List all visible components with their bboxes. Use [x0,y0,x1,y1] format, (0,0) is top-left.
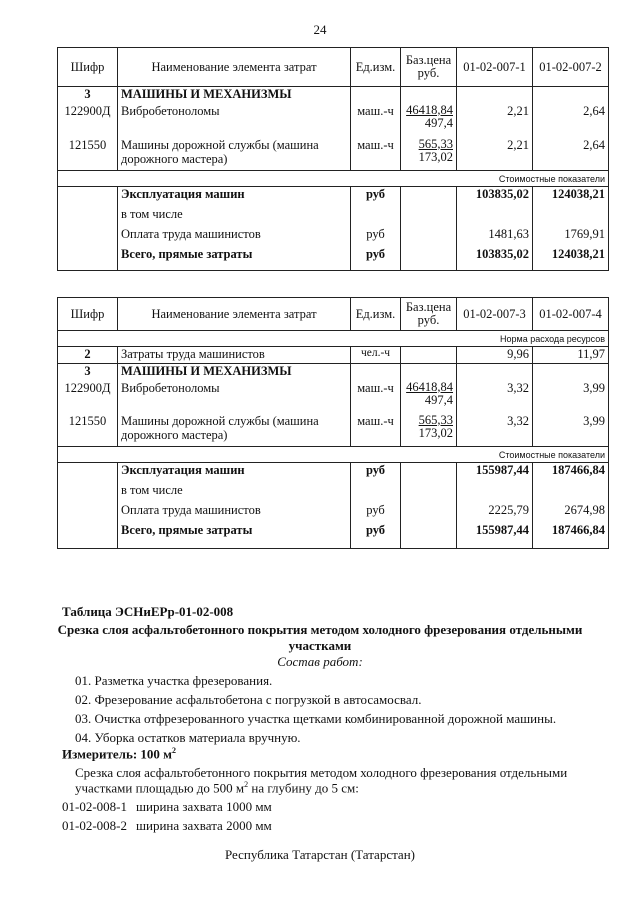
total-name: Эксплуатация машин [118,463,351,483]
table-header-row [58,48,609,87]
work-item: 03. Очистка отфрезерованного участка щетками комбинированной дорожной машины. [75,711,557,726]
code-id: 01-02-008-1 [62,799,127,814]
col-header-norm-2: 01-02-007-2 [533,48,609,87]
table-row [58,138,609,171]
work-item: 04. Уборка остатков материала вручную. [75,730,301,745]
row-unit: маш.-ч [351,381,401,414]
table-row [58,364,609,381]
row-unit: маш.-ч [351,104,401,138]
total-name: Оплата труда машинистов [118,503,351,523]
description-line-1: Срезка слоя асфальтобетонного покрытия методом холодного фрезерования отдельными [75,765,568,780]
code-row [62,799,272,815]
table-row [58,347,609,364]
work-item: 02. Фрезерование асфальтобетона с погрузкой в автосамосвал. [75,692,422,707]
subheader-row [58,171,609,187]
col-header-norm-1: 01-02-007-1 [457,48,533,87]
row-unit: маш.-ч [351,414,401,447]
row-value-2: 2,64 [533,138,609,171]
total-value-2: 1769,91 [533,227,609,247]
table-row [58,414,609,447]
description-part: участками площадью до 500 м [75,780,245,796]
total-value-2: 124038,21 [533,247,609,271]
work-heading: Состав работ: [277,654,363,669]
total-name: Эксплуатация машин [118,187,351,207]
row-price [401,104,457,138]
row-value-2: 2,64 [533,104,609,138]
section-title-line-2: участками [288,638,352,653]
measure-sup: 2 [172,746,177,755]
total-value-2: 124038,21 [533,187,609,207]
total-unit: руб [351,463,401,483]
page-number: 24 [313,22,327,37]
resource-table-2 [57,297,609,549]
col-header-unit: Ед.изм. [351,298,401,331]
col-header-code: Шифр [58,298,118,331]
price-top: 565,33 [418,136,453,151]
total-unit: руб [351,247,401,271]
total-row [58,227,609,247]
total-row [58,503,609,523]
total-name: Всего, прямые затраты [118,523,351,549]
price-bottom: 173,02 [418,149,453,164]
total-value-2: 187466,84 [533,463,609,483]
total-name: Оплата труда машинистов [118,227,351,247]
code-text: ширина захвата 2000 мм [136,818,272,833]
row-name: Машины дорожной службы (машина дорожного мастера) [118,138,351,171]
section-title: МАШИНЫ И МЕХАНИЗМЫ [118,87,351,104]
total-value-2: 187466,84 [533,523,609,549]
price-bottom: 497,4 [424,115,453,130]
row-value-1: 2,21 [457,138,533,171]
section-code: 3 [58,87,118,104]
row-price [401,381,457,414]
row-code: 121550 [58,138,118,171]
col-header-code: Шифр [58,48,118,87]
row-name: Вибробетоноломы [118,381,351,414]
row-value-1: 9,96 [457,347,533,364]
subheader-norm: Норма расхода ресурсов [58,331,609,347]
col-header-norm-4: 01-02-007-4 [533,298,609,331]
subheader-cost: Стоимостные показатели [58,447,609,463]
total-row [58,187,609,207]
resource-table-1 [57,47,609,271]
section-title: МАШИНЫ И МЕХАНИЗМЫ [118,364,351,381]
description-part: на глубину до 5 см: [248,780,359,796]
price-top: 46418,84 [406,379,453,394]
total-name: Всего, прямые затраты [118,247,351,271]
total-value-1: 1481,63 [457,227,533,247]
row-name: Затраты труда машинистов [118,347,351,364]
total-name: в том числе [118,207,351,227]
total-row [58,207,609,227]
price-top: 565,33 [418,412,453,427]
price-bottom: 173,02 [418,425,453,440]
code-row [62,818,272,834]
total-row [58,463,609,483]
row-code: 2 [58,347,118,364]
section-code: 3 [58,364,118,381]
table-row [58,381,609,414]
total-value-1: 103835,02 [457,247,533,271]
col-header-unit: Ед.изм. [351,48,401,87]
row-value-1: 3,32 [457,414,533,447]
code-text: ширина захвата 1000 мм [136,799,272,814]
measure-unit [62,746,176,762]
row-name: Вибробетоноломы [118,104,351,138]
total-value-1: 103835,02 [457,187,533,207]
row-price [401,414,457,447]
total-row [58,247,609,271]
total-name: в том числе [118,483,351,503]
total-value-1: 155987,44 [457,523,533,549]
col-header-name: Наименование элемента затрат [118,48,351,87]
subheader-row [58,447,609,463]
subheader-cost: Стоимостные показатели [58,171,609,187]
total-value-1: 155987,44 [457,463,533,483]
total-unit: руб [351,523,401,549]
table-label: Таблица ЭСНиЕРр-01-02-008 [62,604,234,619]
description-sup: 2 [244,780,249,789]
table-header-row [58,298,609,331]
col-header-price: Баз.цена руб. [401,298,457,331]
total-value-2: 2674,98 [533,503,609,523]
row-code: 122900Д [58,381,118,414]
measure-label: Измеритель: 100 м [62,746,173,762]
row-value-1: 3,32 [457,381,533,414]
col-header-name: Наименование элемента затрат [118,298,351,331]
description-line-2 [75,780,359,796]
row-value-2: 3,99 [533,381,609,414]
row-code: 122900Д [58,104,118,138]
table-row [58,87,609,104]
total-row [58,483,609,503]
col-header-norm-3: 01-02-007-3 [457,298,533,331]
total-unit: руб [351,187,401,207]
table-row [58,104,609,138]
total-unit: руб [351,503,401,523]
price-top: 46418,84 [406,102,453,117]
row-name: Машины дорожной службы (машина дорожного мастера) [118,414,351,447]
total-unit: руб [351,227,401,247]
row-value-2: 3,99 [533,414,609,447]
work-item: 01. Разметка участка фрезерования. [75,673,273,688]
row-unit: маш.-ч [351,138,401,171]
row-unit: чел.-ч [351,347,401,364]
price-bottom: 497,4 [424,392,453,407]
code-id: 01-02-008-2 [62,818,127,833]
row-value-1: 2,21 [457,104,533,138]
col-header-price: Баз.цена руб. [401,48,457,87]
subheader-row [58,331,609,347]
section-title-line-1: Срезка слоя асфальтобетонного покрытия методом холодного фрезерования отдельными [57,622,583,637]
row-value-2: 11,97 [533,347,609,364]
footer: Республика Татарстан (Татарстан) [225,847,415,862]
total-row [58,523,609,549]
row-price [401,138,457,171]
total-value-1: 2225,79 [457,503,533,523]
row-code: 121550 [58,414,118,447]
